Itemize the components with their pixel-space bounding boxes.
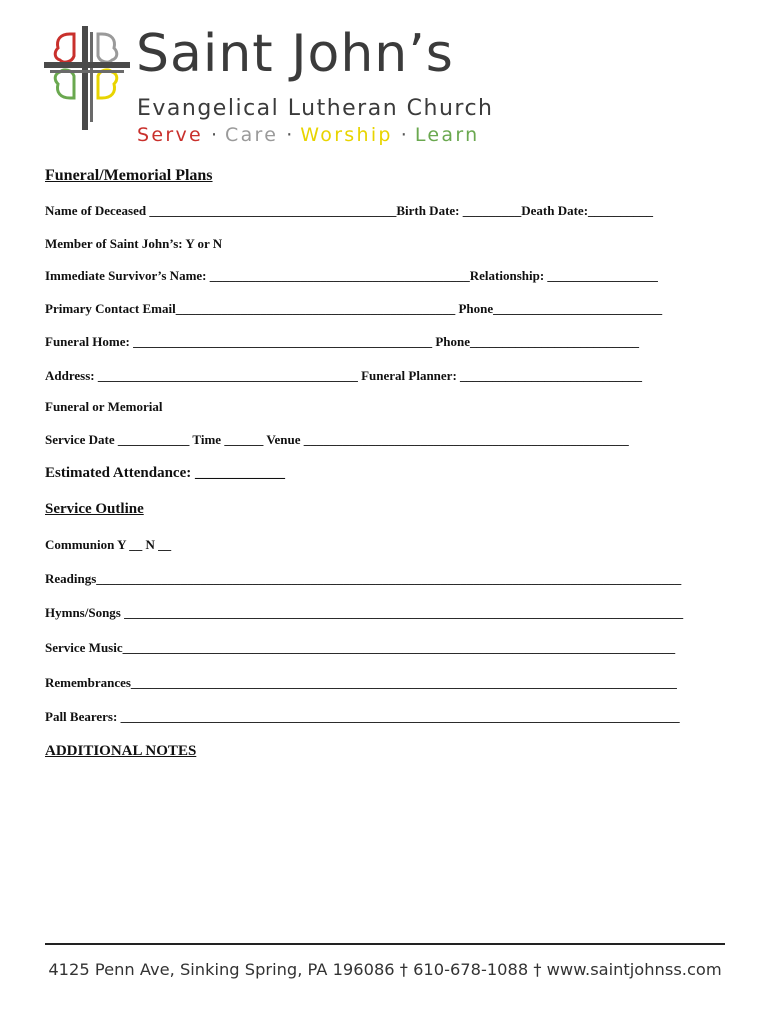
attendance-row[interactable]: Estimated Attendance: ____________: [45, 465, 285, 481]
funeral-home-row[interactable]: Funeral Home: ______________________________________________ Phone__________________________: [45, 334, 640, 349]
footer-divider: [45, 943, 725, 945]
hymns-row[interactable]: Hymns/Songs ______________________________________________________________________________________: [45, 605, 684, 620]
tagline-separator: ·: [211, 124, 218, 146]
readings-row[interactable]: Readings__________________________________________________________________________________________: [45, 571, 682, 586]
contact-row[interactable]: Primary Contact Email___________________________________________ Phone__________________________: [45, 301, 663, 316]
member-row[interactable]: Member of Saint John’s: Y or N: [45, 236, 223, 251]
communion-row[interactable]: Communion Y __ N __: [45, 537, 172, 552]
additional-notes-heading: ADDITIONAL NOTES: [45, 743, 197, 759]
tagline-learn: Learn: [414, 124, 480, 146]
pall-bearers-row[interactable]: Pall Bearers: ______________________________________________________________________________________: [45, 709, 680, 724]
service-details-row[interactable]: Service Date ___________ Time ______ Venue __________________________________________________: [45, 432, 629, 447]
tagline-worship: Worship: [300, 124, 393, 146]
church-subtitle: Evangelical Lutheran Church: [137, 96, 494, 121]
survivor-row[interactable]: Immediate Survivor’s Name: ________________________________________Relationship: _________________: [45, 268, 658, 283]
footer-address: 4125 Penn Ave, Sinking Spring, PA 196086 † 610-678-1088 † www.saintjohnss.com: [48, 960, 722, 979]
deceased-row[interactable]: Name of Deceased ______________________________________Birth Date: _________Death Date:__________: [45, 203, 654, 218]
church-name: Saint John’s: [136, 24, 454, 84]
service-outline-heading: Service Outline: [45, 501, 144, 517]
tagline-serve: Serve: [137, 124, 203, 146]
tagline-separator: ·: [286, 124, 293, 146]
address-row[interactable]: Address: ________________________________________ Funeral Planner: ____________________________: [45, 368, 643, 383]
remembrances-row[interactable]: Remembrances____________________________________________________________________________________: [45, 675, 677, 690]
church-tagline: [137, 126, 479, 145]
service-type-row[interactable]: Funeral or Memorial: [45, 399, 163, 414]
tagline-separator: ·: [400, 124, 407, 146]
service-music-row[interactable]: Service Music_____________________________________________________________________________________: [45, 640, 676, 655]
tagline-care: Care: [225, 124, 279, 146]
form-title: Funeral/Memorial Plans: [45, 167, 213, 184]
church-logo-cross-icon: [44, 26, 130, 132]
